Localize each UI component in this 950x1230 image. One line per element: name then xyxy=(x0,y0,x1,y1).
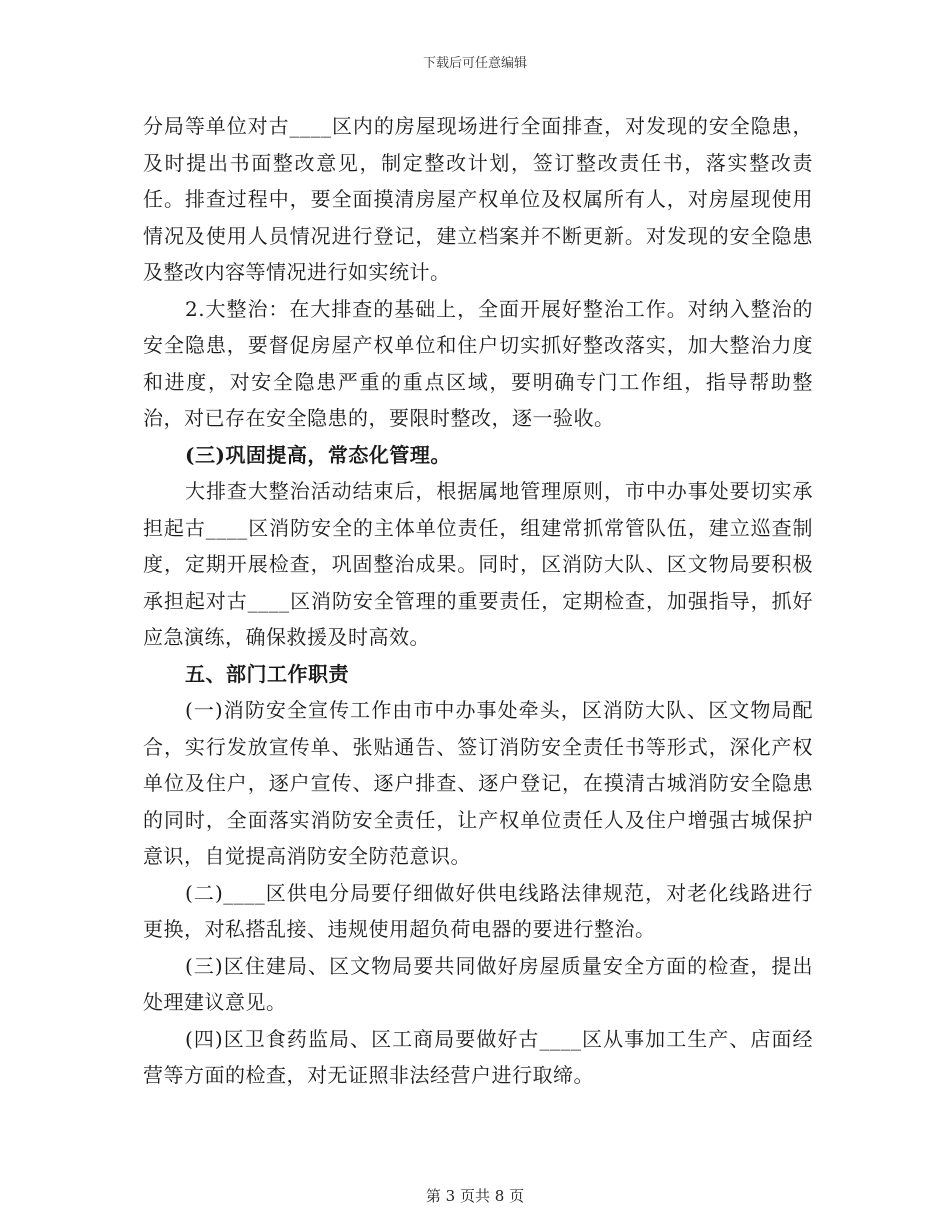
section-heading-department-duties: 五、部门工作职责 xyxy=(185,661,349,686)
paragraph-duty-1: (一)消防安全宣传工作由市中办事处牵头，区消防大队、区文物局配合，实行发放宣传单、张贴通告、签订消防安全责任书等形式，深化产权单位及住户，逐户宣传、逐户排查、逐户登记，在摸清古城消防安全隐患的同时，全面落实消防安全责任，让产权单位责任人及住户增强古城保护意识，自觉提高消防安全防范意识。 xyxy=(143,698,813,868)
paragraph-continuation: 分局等单位对古____区内的房屋现场进行全面排查，对发现的安全隐患，及时提出书面整改意见，制定整改计划，签订整改责任书，落实整改责任。排查过程中，要全面摸清房屋产权单位及权属所有人，对房屋现使用情况及使用人员情况进行登记，建立档案并不断更新。对发现的安全隐患及整改内容等情况进行如实统计。 xyxy=(143,114,813,284)
paragraph-duty-2: (二)____区供电分局要仔细做好供电线路法律规范，对老化线路进行更换，对私搭乱接、违规使用超负荷电器的要进行整治。 xyxy=(143,880,813,941)
paragraph-duty-4: (四)区卫食药监局、区工商局要做好古____区从事加工生产、店面经营等方面的检查，对无证照非法经营户进行取缔。 xyxy=(143,1026,813,1087)
document-body xyxy=(143,108,813,1094)
paragraph-major-rectification: 2.大整治：在大排查的基础上，全面开展好整治工作。对纳入整治的安全隐患，要督促房屋产权单位和住户切实抓好整改落实，加大整治力度和进度，对安全隐患严重的重点区域，要明确专门工作组，指导帮助整治，对已存在安全隐患的，要限时整改，逐一验收。 xyxy=(143,296,813,430)
page-footer: 第 3 页共 8 页 xyxy=(425,1187,525,1205)
paragraph-duty-3: (三)区住建局、区文物局要共同做好房屋质量安全方面的检查，提出处理建议意见。 xyxy=(143,953,813,1014)
page-header: 下载后可任意编辑 xyxy=(422,56,527,71)
section-heading-consolidate: (三)巩固提高，常态化管理。 xyxy=(185,442,451,467)
paragraph-consolidate: 大排查大整治活动结束后，根据属地管理原则，市中办事处要切实承担起古____区消防安全的主体单位责任，组建常抓常管队伍，建立巡查制度，定期开展检查，巩固整治成果。同时，区消防大队、区文物局要积极承担起对古____区消防安全管理的重要责任，定期检查，加强指导，抓好应急演练，确保救援及时高效。 xyxy=(143,479,813,649)
